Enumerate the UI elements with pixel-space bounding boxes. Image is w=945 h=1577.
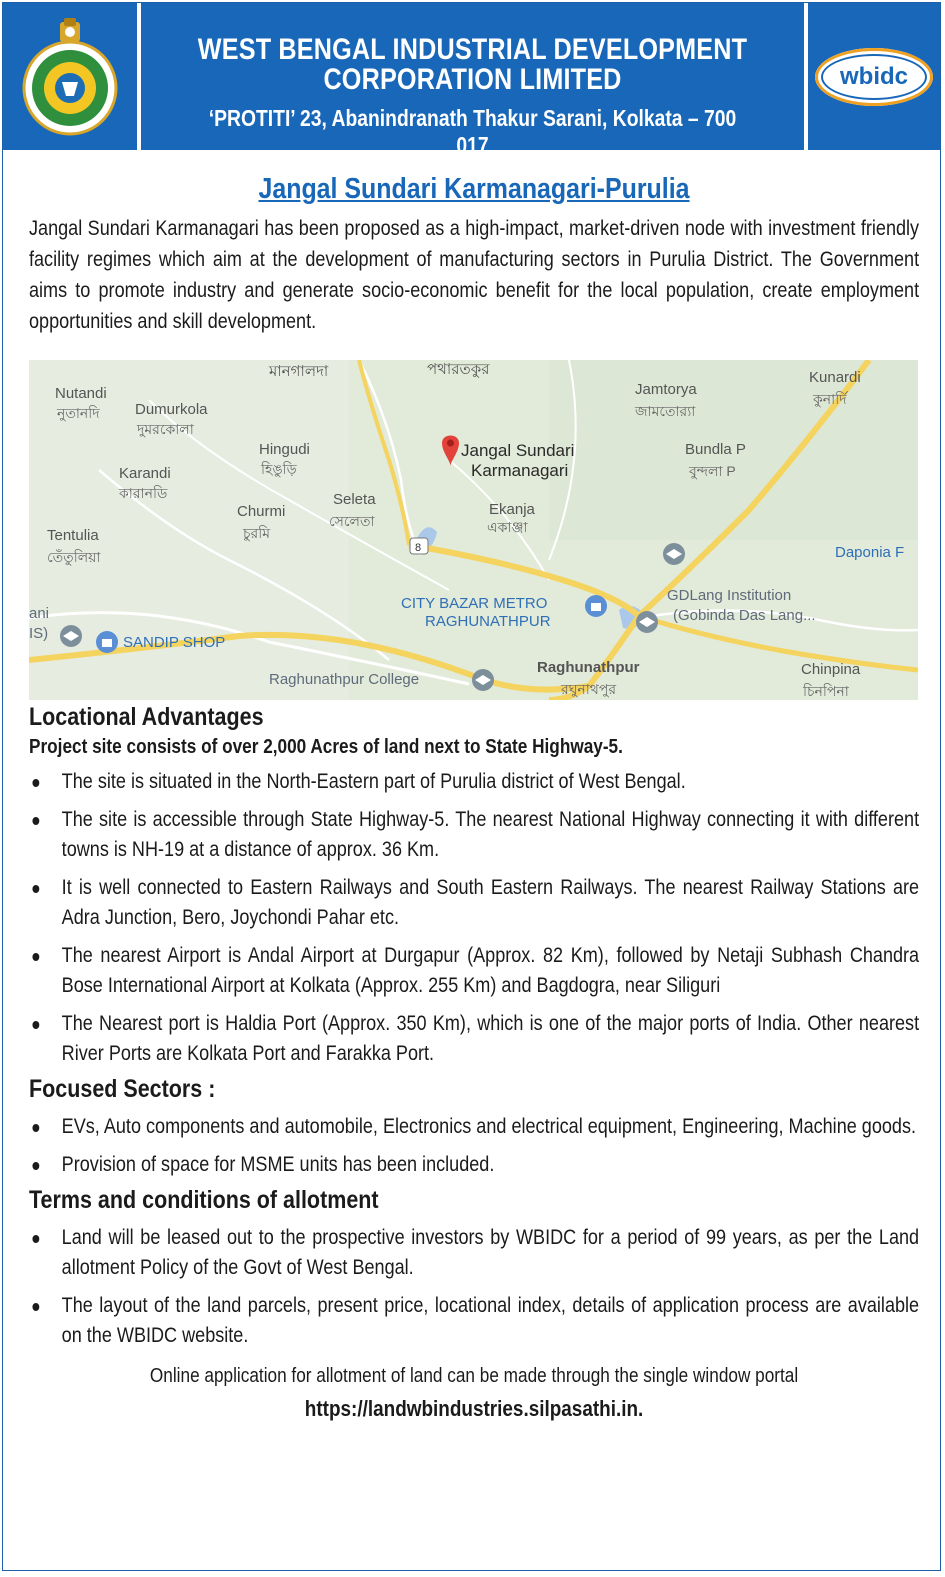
wbidc-logo-text: wbidc xyxy=(839,62,908,90)
org-name-line2: CORPORATION LIMITED xyxy=(323,63,622,96)
map-label-top-1: মানগালদা xyxy=(269,363,329,380)
sectors-list xyxy=(29,1112,919,1180)
west-bengal-emblem-icon xyxy=(16,12,124,142)
wbidc-logo xyxy=(815,48,933,106)
place-seleta: Seleta xyxy=(333,491,376,508)
graduation-cap-icon[interactable] xyxy=(636,611,658,633)
org-name-line1: WEST BENGAL INDUSTRIAL DEVELOPMENT xyxy=(197,33,748,66)
terms-list xyxy=(29,1223,919,1351)
poi-city-bazar-line2: RAGHUNATHPUR xyxy=(425,613,551,630)
place-kunardi-bn: কুনার্দি xyxy=(813,391,847,407)
shopping-bag-icon[interactable] xyxy=(96,631,118,653)
sectors-heading: Focused Sectors : xyxy=(29,1075,216,1103)
place-kunardi: Kunardi xyxy=(809,369,861,386)
place-seleta-bn: সেলেতা xyxy=(329,513,375,529)
place-raghunathpur: Raghunathpur xyxy=(537,659,640,676)
road-shield-label: 8 xyxy=(415,542,422,554)
place-raghunathpur-bn: রঘুনাথপুর xyxy=(561,681,617,697)
intro-wrapper xyxy=(29,213,919,337)
poi-daponia: Daponia F xyxy=(835,544,905,561)
place-dumurkola-bn: দুমরকোলা xyxy=(137,421,194,437)
place-churmi-bn: চুরমি xyxy=(243,525,271,541)
logo-container xyxy=(804,3,940,150)
list-item: The nearest Airport is Andal Airport at Durgapur (Approx. 82 Km), followed by Netaji Subhash Chandra Bose International Airport at Kolkata (Approx. 255 Km) and Bagdogra, near Siliguri xyxy=(29,941,919,1001)
place-nutandi-bn: নুতানদি xyxy=(57,405,100,421)
list-item: It is well connected to Eastern Railways and South Eastern Railways. The nearest Railway Stations are Adra Junction, Bero, Joychondi Pahar etc. xyxy=(29,873,919,933)
place-jamtorya: Jamtorya xyxy=(635,381,697,398)
shopping-bag-icon[interactable] xyxy=(585,595,607,617)
page-title: Jangal Sundari Karmanagari-Purulia xyxy=(258,173,690,205)
poi-gdlang-line2: (Gobinda Das Lang... xyxy=(673,607,816,624)
place-ekanja-bn: একাঞ্জা xyxy=(487,519,528,535)
place-nutandi: Nutandi xyxy=(55,385,107,402)
poi-city-bazar-line1: CITY BAZAR METRO xyxy=(401,595,548,612)
place-bundla-bn: বুন্দলা P xyxy=(689,463,736,479)
place-bundla: Bundla P xyxy=(685,441,746,458)
graduation-cap-icon[interactable] xyxy=(60,625,82,647)
list-item: The site is accessible through State Highway-5. The nearest National Highway connecting it with different towns is NH-19 at a distance of approx. 36 Km. xyxy=(29,805,919,865)
place-tentulia-bn: তেঁতুলিয়া xyxy=(47,549,101,565)
location-map[interactable] xyxy=(29,360,918,700)
advertisement-page xyxy=(2,2,941,1571)
intro-section xyxy=(29,153,919,337)
graduation-cap-icon[interactable] xyxy=(663,543,685,565)
pin-label-line1: Jangal Sundari xyxy=(461,441,575,460)
place-hingudi-bn: হিঙুড়ি xyxy=(261,461,297,477)
list-item: EVs, Auto components and automobile, Electronics and electrical equipment, Engineering, Machine goods. xyxy=(29,1112,919,1142)
list-item: The layout of the land parcels, present price, locational index, details of application process are available on the WBIDC website. xyxy=(29,1291,919,1351)
list-item: Provision of space for MSME units has been included. xyxy=(29,1150,919,1180)
place-karandi: Karandi xyxy=(119,465,171,482)
place-dumurkola: Dumurkola xyxy=(135,401,208,418)
poi-edge-1: ani xyxy=(29,605,50,622)
details-wrapper xyxy=(29,703,919,1422)
place-hingudi: Hingudi xyxy=(259,441,310,458)
header-banner xyxy=(3,3,940,158)
place-karandi-bn: কারানডি xyxy=(119,485,168,501)
locational-subheading: Project site consists of over 2,000 Acres of land next to State Highway-5. xyxy=(29,736,623,758)
poi-sandip-shop: SANDIP SHOP xyxy=(123,634,226,651)
list-item: The site is situated in the North-Eastern part of Purulia district of West Bengal. xyxy=(29,767,919,797)
graduation-cap-icon[interactable] xyxy=(472,669,494,691)
poi-edge-2: IS) xyxy=(29,625,49,642)
details-section xyxy=(29,703,919,1422)
poi-raghunathpur-college: Raghunathpur College xyxy=(269,671,420,688)
place-chinpina-bn: চিনপিনা xyxy=(803,683,849,699)
place-jamtorya-bn: জামতোর‍্যা xyxy=(635,403,696,419)
place-tentulia: Tentulia xyxy=(47,527,99,544)
terms-heading: Terms and conditions of allotment xyxy=(29,1186,379,1214)
org-address: ‘PROTITI’ 23, Abanindranath Thakur Sarani, Kolkata – 700 017 xyxy=(208,105,737,158)
place-ekanja: Ekanja xyxy=(489,501,535,518)
intro-paragraph: Jangal Sundari Karmanagari has been proposed as a high-impact, market-driven node with investment friendly facility regimes which aim at the development of manufacturing sectors in Purulia District. The Government aims to promote industry and generate socio-economic benefit for the local population, create employment opportunities and skill development. xyxy=(29,217,920,333)
map-canvas xyxy=(29,360,918,700)
map-label-top-2: পথারতকুর xyxy=(427,361,490,378)
list-item: Land will be leased out to the prospective investors by WBIDC for a period of 99 years, as per the Land allotment Policy of the Govt of West Bengal. xyxy=(29,1223,919,1283)
place-chinpina: Chinpina xyxy=(801,661,861,678)
locational-list xyxy=(29,767,919,1069)
locational-heading: Locational Advantages xyxy=(29,703,264,731)
pin-label-line2: Karmanagari xyxy=(471,461,569,480)
list-item: The Nearest port is Haldia Port (Approx. 350 Km), which is one of the major ports of India. Other nearest River Ports are Kolkata Port and Farakka Port. xyxy=(29,1009,919,1069)
header-text xyxy=(141,3,804,158)
portal-link[interactable]: https://landwbindustries.silpasathi.in. xyxy=(304,1396,644,1421)
emblem-container xyxy=(3,3,141,150)
footer-note: Online application for allotment of land can be made through the single window portal xyxy=(149,1365,799,1387)
poi-gdlang-line1: GDLang Institution xyxy=(667,587,792,604)
place-churmi: Churmi xyxy=(237,503,286,520)
